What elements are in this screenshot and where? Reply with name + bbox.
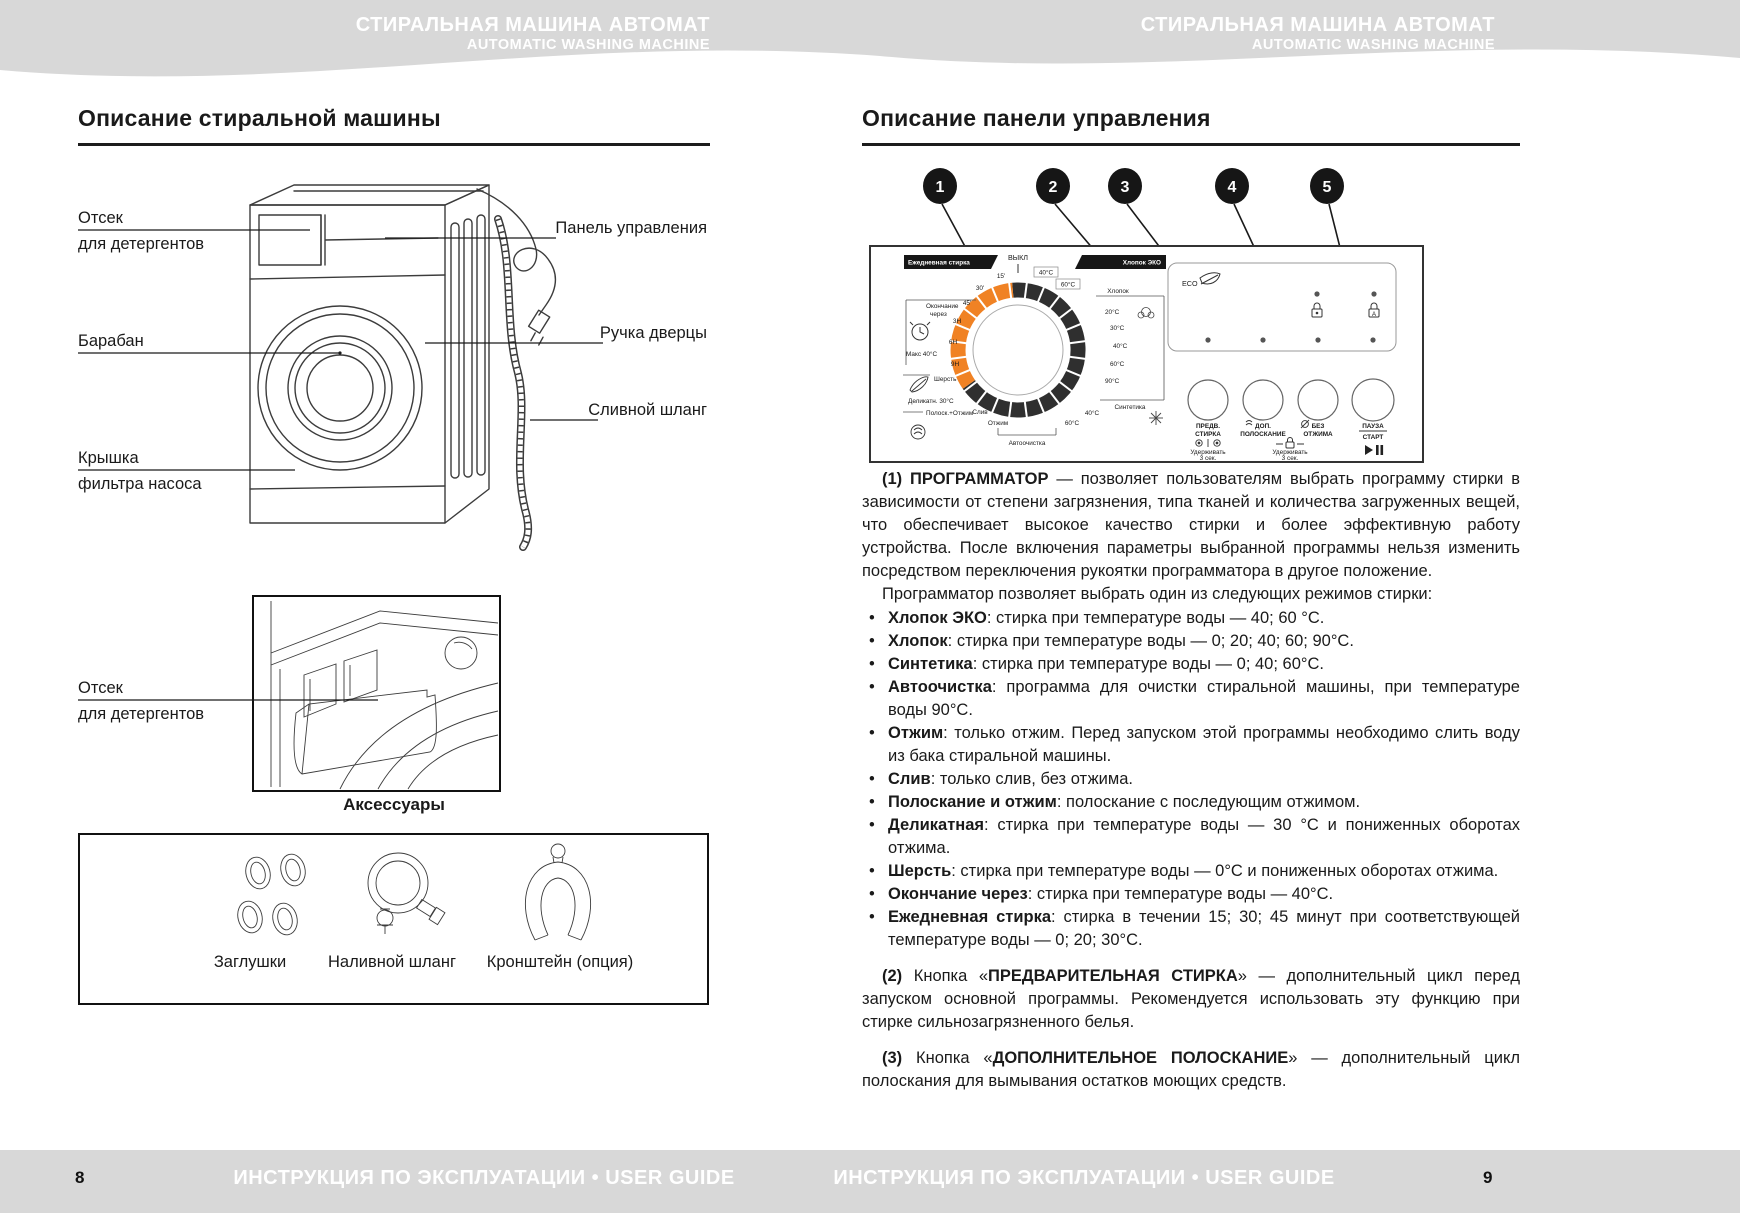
program-item: • Окончание через: стирка при температуре воды — 40°C.	[862, 883, 1520, 906]
led-dot	[1205, 337, 1210, 342]
rinse-spin-label: Полоск.+Отжим	[926, 410, 974, 417]
spin-label: Отжим	[987, 420, 1009, 427]
accessory-bracket-label: Кронштейн (опция)	[486, 953, 634, 971]
no-spin-button	[1298, 380, 1338, 420]
accessories-drawings	[80, 835, 707, 947]
program-term: Окончание через	[888, 885, 1028, 903]
programmer-heading: (1) ПРОГРАММАТОР	[882, 470, 1049, 488]
synthetic-temp-60: 60°C	[1064, 420, 1080, 427]
label-drain-hose: Сливной шланг	[588, 401, 707, 419]
pause-start-label-1: ПАУЗА	[1362, 423, 1384, 430]
body-text	[862, 468, 1520, 1093]
page-title: Описание панели управления	[862, 105, 1520, 146]
extra-rinse-label-1: ДОП.	[1255, 423, 1271, 430]
pause-start-label-2: СТАРТ	[1362, 434, 1384, 441]
child-lock-hold-note-2: 3 сек.	[1281, 455, 1299, 462]
label-detergent-compartment: Отсек	[78, 209, 123, 227]
child-lock-hold-note-1: Удерживать	[1272, 449, 1308, 456]
paragraph-extra-rinse	[862, 1047, 1520, 1093]
accessories-title: Аксессуары	[343, 795, 445, 814]
pause-start-button	[1352, 379, 1394, 421]
daily-wash-badge-label: Ежедневная стирка	[908, 259, 970, 267]
cotton-temp-40: 40°C	[1113, 343, 1128, 350]
program-item: • Отжим: только отжим. Перед запуском этой программы необходимо слить воду из бака стиральной машины.	[862, 722, 1520, 768]
accessories-box	[78, 833, 709, 1005]
prewash-hold-note-2: 3 сек.	[1199, 455, 1217, 462]
wool-label: Шерсть	[934, 376, 957, 383]
program-item: • Автоочистка: программа для очистки стиральной машины, при температуре воды 90°C.	[862, 676, 1520, 722]
program-term: Шерсть	[888, 862, 952, 880]
delay-label-2: через	[930, 311, 947, 318]
label-drawer-compartment: Отсек	[78, 679, 123, 697]
program-term: Слив	[888, 770, 931, 788]
synthetic-label: Синтетика	[1114, 404, 1146, 411]
cotton-temp-30: 30°C	[1110, 325, 1125, 332]
extra-rinse-heading: ДОПОЛНИТЕЛЬНОЕ ПОЛОСКАНИЕ	[992, 1049, 1289, 1067]
page-left	[78, 105, 710, 971]
page-number-right: 9	[1483, 1168, 1493, 1187]
cotton-temp-60: 60°C	[1110, 361, 1125, 368]
label-door-handle: Ручка дверцы	[599, 324, 707, 342]
cotton-eco-badge-label: Хлопок ЭКО	[1122, 259, 1161, 267]
synthetic-temp-40: 40°C	[1084, 410, 1100, 417]
header-title-en: AUTOMATIC WASHING MACHINE	[1251, 37, 1495, 53]
program-item: • Деликатная: стирка при температуре воды — 30 °C и пониженных оборотах отжима.	[862, 814, 1520, 860]
header-title-left	[310, 14, 710, 54]
delay-label-1: Окончание	[926, 303, 959, 310]
program-term: Отжим	[888, 724, 944, 742]
synthetic-icon	[1149, 411, 1163, 425]
cotton-temp-20: 20°C	[1105, 309, 1120, 316]
eco-temp-40: 40°C	[1038, 269, 1054, 277]
program-list	[862, 607, 1520, 952]
prewash-number: (2)	[882, 967, 903, 985]
program-term: Синтетика	[888, 655, 973, 673]
program-item: • Хлопок: стирка при температуре воды — 0; 20; 40; 60; 90°C.	[862, 630, 1520, 653]
time-45: 45'	[962, 300, 972, 307]
detergent-drawer-detail	[78, 596, 500, 791]
cotton-temp-90: 90°C	[1105, 378, 1120, 385]
label-detergent-compartment-2: для детергентов	[78, 235, 205, 253]
extra-rinse-button	[1243, 380, 1283, 420]
header-title-ru: СТИРАЛЬНАЯ МАШИНА АВТОМАТ	[1140, 14, 1495, 36]
washing-machine-figure	[78, 183, 710, 795]
no-spin-label-2: ОТЖИМА	[1303, 431, 1333, 438]
dial-off-label: ВЫКЛ	[1007, 253, 1029, 262]
prewash-label-1: ПРЕДВ.	[1195, 423, 1221, 430]
time-6h: 6H	[948, 339, 958, 346]
program-item: • Шерсть: стирка при температуре воды — 0°C и пониженных оборотах отжима.	[862, 860, 1520, 883]
program-item: • Синтетика: стирка при температуре воды — 0; 40; 60°C.	[862, 653, 1520, 676]
label-control-panel: Панель управления	[555, 219, 707, 237]
led-dot	[1314, 291, 1319, 296]
prewash-icon	[1196, 439, 1220, 447]
svg-text:A: A	[1371, 312, 1377, 318]
program-term: Деликатная	[888, 816, 985, 834]
callout-3: 3	[1120, 179, 1130, 196]
footer-guide-right: ИНСТРУКЦИЯ ПО ЭКСПЛУАТАЦИИ • USER GUIDE	[833, 1167, 1335, 1189]
time-30: 30'	[975, 285, 985, 292]
time-9h: 9H	[950, 361, 960, 368]
program-term: Хлопок ЭКО	[888, 609, 987, 627]
time-3h: 3H	[952, 318, 962, 325]
prewash-pre: Кнопка «	[902, 967, 989, 985]
prewash-heading: ПРЕДВАРИТЕЛЬНАЯ СТИРКА	[988, 967, 1238, 985]
inlet-hose-icon	[368, 853, 445, 934]
paragraph-prewash	[862, 965, 1520, 1034]
led-dot	[1370, 337, 1375, 342]
program-item: • Хлопок ЭКО: стирка при температуре воды — 40; 60 °C.	[862, 607, 1520, 630]
time-15: 15'	[996, 273, 1006, 280]
program-term: Автоочистка	[888, 678, 992, 696]
prewash-text: » — дополнительный цикл перед запуском основной программы. Рекомендуется использовать эту функцию при стирке сильнозагрязненного белья.	[862, 967, 1520, 1031]
no-spin-label-1: БЕЗ	[1311, 423, 1325, 430]
header-title-ru: СТИРАЛЬНАЯ МАШИНА АВТОМАТ	[355, 14, 710, 36]
footer-band	[0, 1150, 1740, 1213]
washing-machine-drawing	[250, 185, 489, 523]
drain-hose-drawing	[498, 219, 528, 547]
plugs-icon	[234, 852, 308, 938]
extra-rinse-label-2: ПОЛОСКАНИЕ	[1240, 431, 1286, 438]
page-title: Описание стиральной машины	[78, 105, 710, 146]
footer-guide-left: ИНСТРУКЦИЯ ПО ЭКСПЛУАТАЦИИ • USER GUIDE	[233, 1167, 735, 1189]
page-number-left: 8	[75, 1168, 85, 1187]
callouts	[923, 168, 1344, 204]
extra-rinse-text: » — дополнительный цикл полоскания для вымывания остатков моющих средств.	[862, 1049, 1520, 1090]
prewash-button	[1188, 380, 1228, 420]
led-dot	[1371, 291, 1376, 296]
callout-2: 2	[1048, 179, 1058, 196]
label-pump-filter: Крышка	[78, 449, 139, 467]
program-term: Ежедневная стирка	[888, 908, 1052, 926]
led-dot	[1260, 337, 1265, 342]
program-item: • Полоскание и отжим: полоскание с последующим отжимом.	[862, 791, 1520, 814]
label-drum: Барабан	[78, 332, 144, 350]
program-term: Хлопок	[888, 632, 948, 650]
control-panel-figure	[868, 160, 1425, 465]
page-right	[862, 105, 1520, 1090]
drain-label: Слив	[972, 409, 988, 416]
accessory-inlet-hose-label: Наливной шланг	[328, 953, 456, 971]
callout-4: 4	[1227, 179, 1237, 196]
paragraph-programmer-modes: Программатор позволяет выбрать один из следующих режимов стирки:	[882, 585, 1433, 603]
header-title-en: AUTOMATIC WASHING MACHINE	[466, 37, 710, 53]
cotton-label: Хлопок	[1107, 288, 1129, 295]
label-drawer-compartment-2: для детергентов	[78, 705, 205, 723]
prewash-hold-note-1: Удерживать	[1190, 449, 1226, 456]
max-temp-label: Макс 40°C	[906, 351, 938, 358]
program-term: Полоскание и отжим	[888, 793, 1057, 811]
dial-knob	[973, 305, 1063, 395]
label-pump-filter-2: фильтра насоса	[78, 475, 202, 493]
header-title-right	[1095, 14, 1495, 54]
prewash-label-2: СТИРКА	[1195, 431, 1221, 438]
eco-label: ECO	[1182, 279, 1198, 288]
callout-5: 5	[1322, 179, 1332, 196]
extra-rinse-pre: Кнопка «	[902, 1049, 993, 1067]
extra-rinse-number: (3)	[882, 1049, 903, 1067]
eco-temp-60: 60°C	[1060, 281, 1076, 289]
callout-1: 1	[935, 179, 945, 196]
bracket-icon	[525, 844, 590, 940]
autoclean-label: Автоочистка	[1008, 440, 1046, 447]
led-dot	[1315, 337, 1320, 342]
program-item: • Ежедневная стирка: стирка в течении 15; 30; 45 минут при соответствующей температуре воды — 0; 20; 30°C.	[862, 906, 1520, 952]
program-item: • Слив: только слив, без отжима.	[862, 768, 1520, 791]
delicate-label: Деликатн. 30°C	[908, 398, 954, 405]
paragraph-programmer	[862, 468, 1520, 583]
programmer-text: — позволяет пользователям выбрать программу стирки в зависимости от степени загрязнения, типа тканей и количества загруженных вещей, что обеспечивает высокое качество стирки и более эффективную работу устройства. После включения параметры выбранной программы нельзя изменить посредством переключения рукоятки программатора в другое положение.	[862, 470, 1520, 580]
accessory-plugs-label: Заглушки	[213, 953, 287, 971]
